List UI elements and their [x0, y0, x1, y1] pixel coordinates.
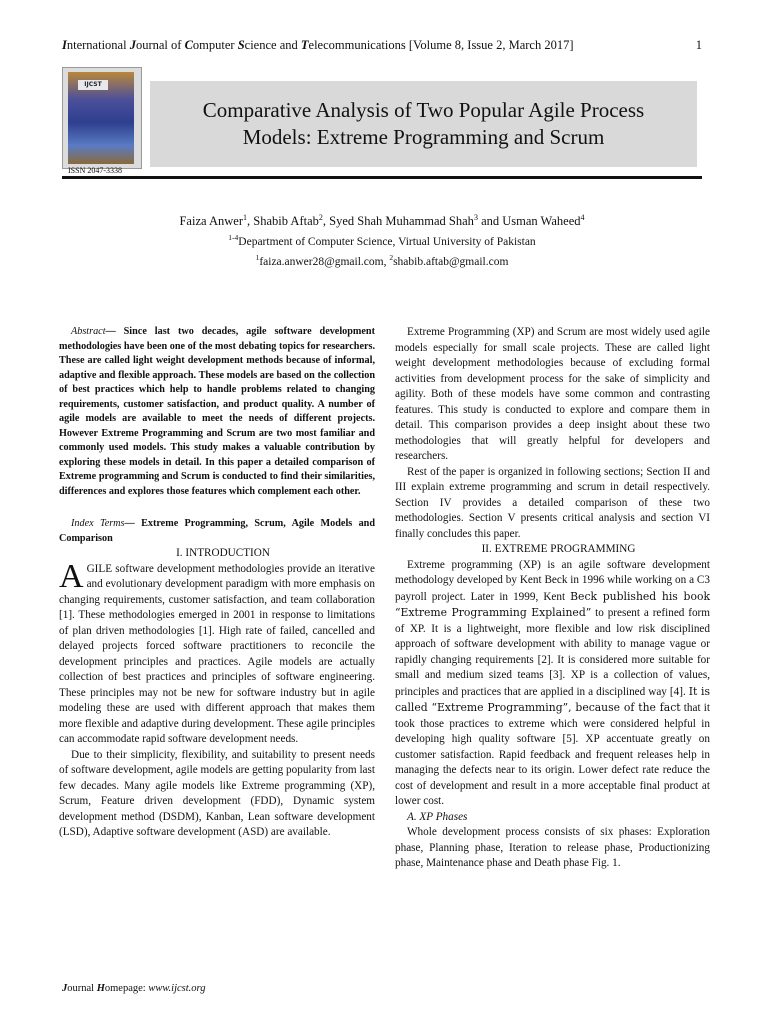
- author-name: Usman Waheed: [502, 214, 581, 229]
- running-header: [62, 38, 702, 53]
- homepage-link[interactable]: www.ijcst.org: [148, 983, 206, 994]
- intro-paragraph-2: Due to their simplicity, flexibility, and suitability to present needs of software development, agile models are getting popularity from last few decades. Many agile models like Extreme programming (XP), Scrum, Feature driven development (FDD), Dynamic system development method (DSDM), Kanban, Lean software development (LSD), Adaptive software development (ASD) are available.: [59, 748, 375, 838]
- intro-paragraph: AGILE software development methodologies provide an iterative and evolutionary development paradigm with more emphasis on changing requirements, customer satisfaction, and team collaboration [1]. These methodologies emerged in 2001 in response to limitations of plan driven methodologies [1]. High rate of failed, cancelled and delayed projects forced software practitioners to reconcile the development principles and practices. Agile models are actually collection of best practices and principles of software engineering. These principles may not be new for software industry but in agile modeling these are used with different approach that makes them more flexible and adaptive during development. These agile principles can accommodate rapid software development needs.: [59, 557, 375, 745]
- affiliation: $^{1-4}$Department of Computer Science, Virtual University of Pakistan $^1$faiza.anwer28@gmail.com, $^2$shabib.aftab@gmail.com: [228, 233, 536, 268]
- abstract: Abstract— Since last two decades, agile software development methodologies have been one of the most debating topics for researchers. These are called light weight development methods because of informal, adaptive and flexible approach. These models are based on the collection of best practices which help to handle problems related to changing requirements, customer satisfaction, and product quality. A number of agile models are available to meet the needs of different projects. However Extreme Programming and Scrum are two most familiar and commonly used models. This study makes a valuable contribution by exploring these models in detail. In this paper a detailed comparison of Extreme programming and Scrum is conducted to find their similarities, differences and explores those features which complement each other.: [59, 326, 375, 497]
- author-name: Syed Shah Muhammad Shah: [329, 214, 474, 229]
- author-sup: 3: [473, 213, 478, 222]
- author-sup: 1: [243, 213, 248, 222]
- body-paragraph: Rest of the paper is organized in following sections; Section II and III explain extreme programming and scrum in detail respectively. Section IV provides a detailed comparison of these two methodologies. Section V presents critical analysis and section VI finally concludes this paper.: [395, 465, 710, 540]
- author-list: Faiza Anwer$^1$, Shabib Aftab$^2$, Syed Shah Muhammad Shah$^3$ and Usman Waheed$^4$: [179, 213, 585, 229]
- page-number: 1: [695, 38, 702, 52]
- section-heading-introduction: I. INTRODUCTION: [176, 547, 270, 559]
- xp-paragraph: Extreme programming (XP) is an agile software development methodology developed by Kent Beck in 1996 while working on a C3 payroll project. Later in 1999, Kent Beck published his book “Extreme Programming Explained” to present a refined form of XP. It is a lightweight, more flexible and low risk disciplined approach of software development with ability to manage vague or rapidly changing requirements [2]. It is considered more suitable for small and medium sized teams [3]. XP is a collection of values, principles and practices that are applied in a disciplined way [4]. It is called “Extreme Programming”, because of the fact that it took those practices to extreme which were considered helpful in developing high quality software [5]. XP accentuate greatly on customer satisfaction. Rapid feedback and frequent releases help in managing the defects near to its origin. Lower defect rate reduce the cost of development and result in a more acceptable final product at lower cost.: [395, 558, 711, 807]
- email-link[interactable]: faiza.anwer28@gmail.com,: [259, 255, 390, 268]
- journal-cover-image: [62, 67, 142, 169]
- drop-cap: A: [59, 557, 84, 595]
- issn-label: ISSN 2047-3338: [68, 166, 123, 175]
- header-divider: [62, 176, 702, 179]
- left-column: [59, 325, 375, 841]
- author-name: Faiza Anwer: [179, 214, 244, 229]
- title-box: [150, 81, 697, 167]
- xp-phases-paragraph: Whole development process consists of six phases: Exploration phase, Planning phase, Iteration to release phase, Productionizing phase, Maintenance phase and Death phase Fig. 1.: [395, 826, 710, 869]
- subsection-heading-xp-phases: A. XP Phases: [407, 810, 468, 823]
- author-sup: 2: [318, 213, 323, 222]
- email-link[interactable]: shabib.aftab@gmail.com: [393, 255, 509, 268]
- author-name: Shabib Aftab: [253, 214, 319, 229]
- journal-footer: Journal Homepage: www.ijcst.org: [62, 983, 206, 994]
- body-paragraph: Extreme Programming (XP) and Scrum are most widely used agile models especially for small scale projects. These are called light weight development methodologies because of excluding formal activities from development process for the sake of simplicity and agility. Both of these models have some common and contrasting features. This study is conducted to explore and compare them in detail. This comparison provides a deep insight about these two methodologies that will greatly helpful for developers and researchers.: [395, 326, 710, 462]
- cover-logo: IJCST: [78, 80, 108, 90]
- right-column: [395, 325, 710, 872]
- section-heading-xp: II. EXTREME PROGRAMMING: [481, 543, 636, 555]
- index-terms: Index Terms— Extreme Programming, Scrum, Agile Models and Comparison: [59, 518, 376, 544]
- author-sup: 4: [580, 213, 585, 222]
- paper-title: Comparative Analysis of Two Popular Agile Process Models: Extreme Programming and Scrum: [202, 98, 645, 149]
- journal-title: International Journal of Computer Science and Telecommunications [Volume 8, Issue 2, March 2017]: [62, 38, 574, 52]
